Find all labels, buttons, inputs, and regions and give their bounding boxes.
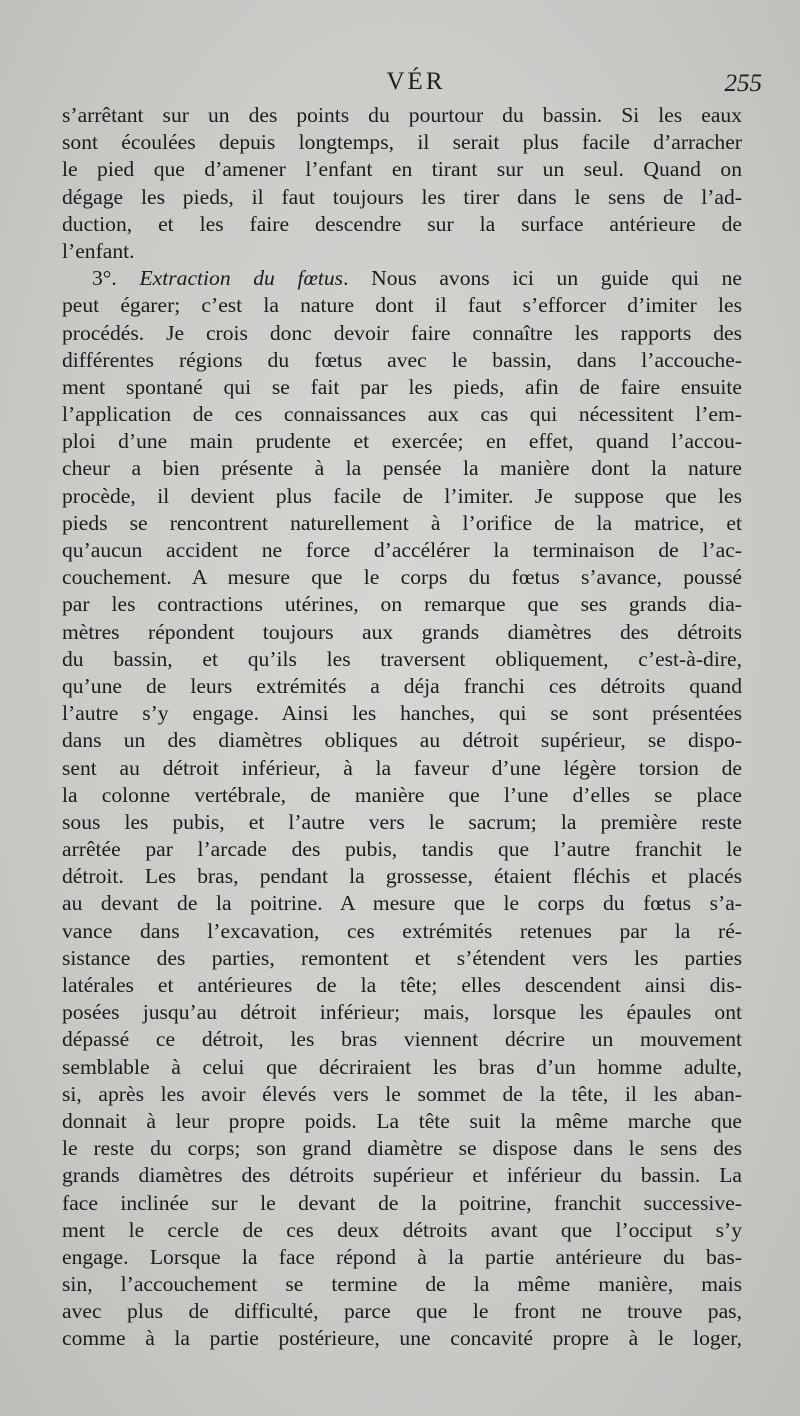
text-line: l’enfant. xyxy=(62,238,135,263)
text-line: procédés. Je crois donc devoir faire connaître les rapports des xyxy=(62,320,742,345)
text-line: duction, et les faire descendre sur la surface antérieure de xyxy=(62,211,742,236)
text-line: ment spontané qui se fait par les pieds, afin de faire ensuite xyxy=(62,374,742,399)
text-line: qu’une de leurs extrémités a déja franchi ces détroits quand xyxy=(62,673,742,698)
text-line: posées jusqu’au détroit inférieur; mais, lorsque les épaules ont xyxy=(62,1000,742,1025)
text-line: ment le cercle de ces deux détroits avant que l’occiput s’y xyxy=(62,1217,742,1242)
section-heading-line: 3°. Extraction du fœtus. Nous avons ici un guide qui ne xyxy=(92,266,742,291)
text-line: dégage les pieds, il faut toujours les tirer dans le sens de l’ad- xyxy=(62,184,742,209)
text-line: latérales et antérieures de la tête; elles descendent ainsi dis- xyxy=(62,973,742,997)
text-line: du bassin, et qu’ils les traversent obliquement, c’est-à-dire, xyxy=(62,646,742,671)
text-line: détroit. Les bras, pendant la grossesse, étaient fléchis et placés xyxy=(62,864,742,889)
page-header xyxy=(62,68,770,102)
text-line: le pied que d’amener l’enfant en tirant sur un seul. Quand on xyxy=(62,157,742,182)
text-line: comme à la partie postérieure, une concavité propre à le loger, xyxy=(62,1326,742,1351)
section-title-italic: Extraction du fœtus xyxy=(139,266,344,291)
text-line: sous les pubis, et l’autre vers le sacrum; la première reste xyxy=(62,809,742,834)
text-line: qu’aucun accident ne force d’accélérer la terminaison de l’ac- xyxy=(62,538,742,562)
text-line: mètres répondent toujours aux grands diamètres des détroits xyxy=(62,619,742,644)
text-line: sistance des parties, remontent et s’étendent vers les parties xyxy=(62,945,742,970)
text-line: sont écoulées depuis longtemps, il serait plus facile d’arracher xyxy=(62,130,742,155)
text-line: sent au détroit inférieur, à la faveur d’une légère torsion de xyxy=(62,755,742,780)
text-line: dans un des diamètres obliques au détroit supérieur, se dispo- xyxy=(62,728,742,753)
text-line: avec plus de difficulté, parce que le front ne trouve pas, xyxy=(62,1299,742,1324)
text-line: grands diamètres des détroits supérieur et inférieur du bassin. La xyxy=(62,1163,742,1188)
text-line: cheur a bien présente à la pensée la manière dont la nature xyxy=(62,456,742,481)
text-line: par les contractions utérines, on remarque que ses grands dia- xyxy=(62,592,742,617)
text-line: l’application de ces connaissances aux cas qui nécessitent l’em- xyxy=(62,402,742,427)
text-line: le reste du corps; son grand diamètre se dispose dans le sens des xyxy=(62,1136,742,1161)
text-line: différentes régions du fœtus avec le bassin, dans l’accouche- xyxy=(62,347,742,372)
text-line: dépassé ce détroit, les bras viennent décrire un mouvement xyxy=(62,1027,742,1052)
text-line: sin, l’accouchement se termine de la même manière, mais xyxy=(62,1272,742,1297)
page-number: 255 xyxy=(724,70,762,97)
text-line: semblable à celui que décriraient les bras d’un homme adulte, xyxy=(62,1054,742,1079)
text-line: peut égarer; c’est la nature dont il faut s’efforcer d’imiter les xyxy=(62,293,742,318)
text-line: engage. Lorsque la face répond à la partie antérieure du bas- xyxy=(62,1244,742,1269)
text-line: couchement. A mesure que le corps du fœtus s’avance, poussé xyxy=(62,565,742,590)
text-line: procède, il devient plus facile de l’imiter. Je suppose que les xyxy=(62,483,742,508)
body-text xyxy=(62,102,742,1353)
text-line: la colonne vertébrale, de manière que l’une d’elles se place xyxy=(62,782,742,807)
text-line: ploi d’une main prudente et exercée; en effet, quand l’accou- xyxy=(62,429,742,454)
text-line: donnait à leur propre poids. La tête suit la même marche que xyxy=(62,1108,742,1133)
running-head: VÉR xyxy=(386,68,446,95)
text-line: face inclinée sur le devant de la poitrine, franchit successive- xyxy=(62,1190,742,1215)
text-line: au devant de la poitrine. A mesure que le corps du fœtus s’a- xyxy=(62,891,742,916)
text-line: pieds se rencontrent naturellement à l’orifice de la matrice, et xyxy=(62,510,742,535)
text-line: vance dans l’excavation, ces extrémités retenues par la ré- xyxy=(62,918,742,943)
text-line: s’arrêtant sur un des points du pourtour du bassin. Si les eaux xyxy=(62,103,742,127)
text-line: si, après les avoir élevés vers le sommet de la tête, il les aban- xyxy=(62,1081,742,1106)
text-line: arrêtée par l’arcade des pubis, tandis que l’autre franchit le xyxy=(62,837,742,862)
text-line: l’autre s’y engage. Ainsi les hanches, qui se sont présentées xyxy=(62,701,742,726)
